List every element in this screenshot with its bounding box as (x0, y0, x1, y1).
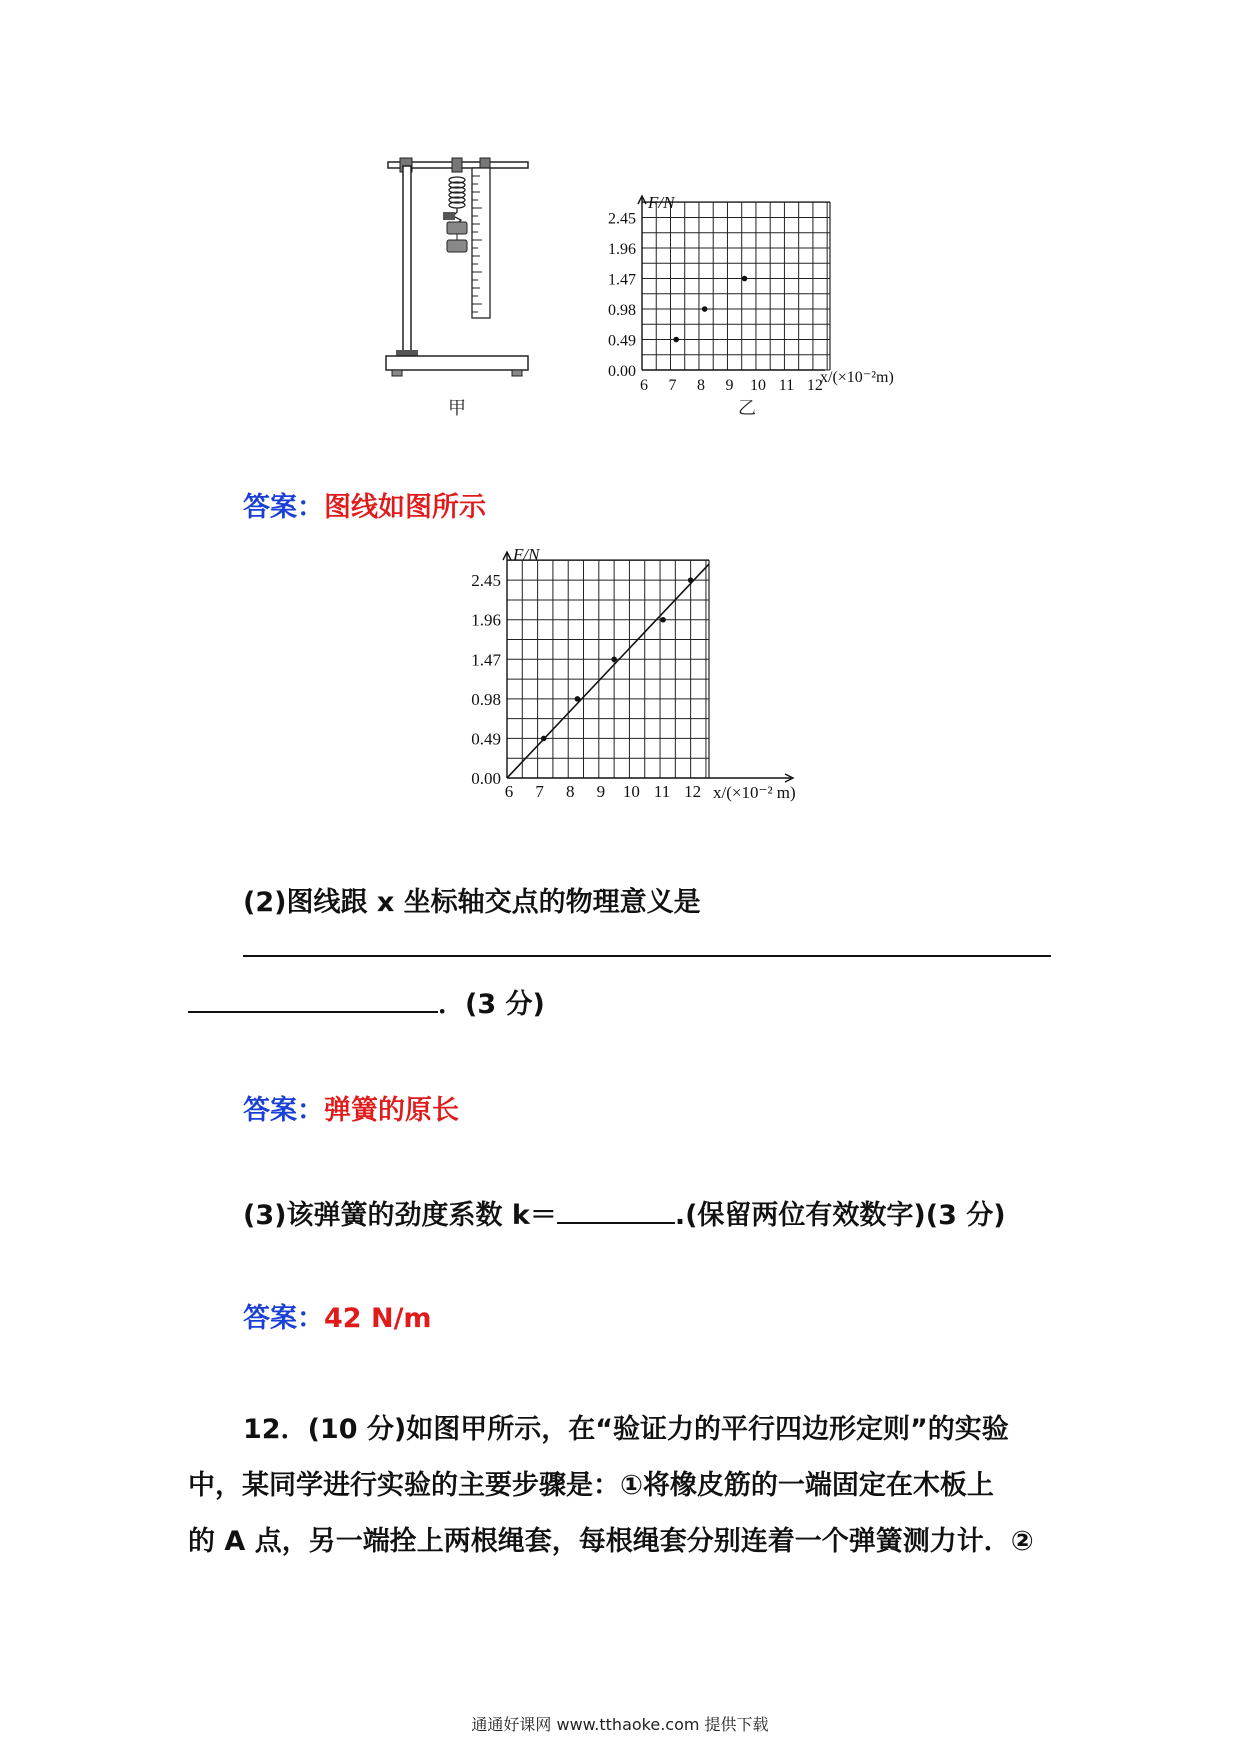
answer-3 (243, 1296, 432, 1335)
question-12 (188, 1402, 1058, 1570)
question-2: (2)图线跟 x 坐标轴交点的物理意义是 (243, 887, 701, 918)
graph-yi (590, 190, 930, 400)
y-tick-label: 1.47 (471, 650, 501, 670)
question-3 (243, 1193, 1006, 1232)
y-tick-label: 0.98 (608, 302, 636, 320)
x-tick-label: 12 (806, 377, 823, 394)
question-3-prefix: (3)该弹簧的劲度系数 k＝ (243, 1200, 557, 1231)
x-tick-label: 7 (668, 377, 677, 394)
answer-label: 答案： (243, 492, 324, 523)
data-point (688, 577, 694, 583)
answer-blank (557, 1200, 675, 1224)
y-tick-label: 0.49 (608, 332, 636, 350)
question-12-line-1: 12．(10 分)如图甲所示，在“验证力的平行四边形定则”的实验 (243, 1414, 1009, 1445)
question-2-tail (188, 982, 545, 1021)
data-point (660, 617, 666, 623)
answer-1 (243, 485, 486, 524)
x-tick-label: 6 (640, 377, 648, 394)
question-12-line-2: 中，某同学进行实验的主要步骤是：①将橡皮筋的一端固定在木板上 (188, 1470, 994, 1501)
y-tick-label: 0.00 (471, 769, 501, 788)
x-tick-label: 11 (778, 377, 795, 394)
answer-value: 弹簧的原长 (324, 1095, 459, 1126)
x-tick-label: 8 (565, 782, 575, 801)
x-tick-label: 9 (725, 377, 734, 394)
data-point (742, 276, 748, 282)
y-tick-label: 2.45 (471, 571, 501, 591)
x-tick-label: 9 (596, 782, 606, 801)
x-tick-label: 7 (535, 782, 544, 801)
graph-caption: 乙 (738, 398, 756, 419)
answer-blank-line (243, 955, 1051, 957)
x-tick-label: 6 (504, 782, 514, 801)
data-point (702, 306, 708, 312)
apparatus-caption: 甲 (448, 398, 466, 419)
x-axis-label: x/(×10⁻² m) (713, 783, 796, 802)
spring-apparatus-diagram (380, 150, 540, 390)
answer-blank (188, 989, 438, 1013)
x-tick-label: 10 (749, 377, 766, 394)
answer-2 (243, 1088, 459, 1127)
x-tick-label: 12 (684, 782, 702, 801)
y-axis-label: F/N (513, 545, 540, 564)
x-tick-label: 8 (696, 377, 705, 394)
y-tick-label: 0.98 (471, 689, 501, 709)
graph-answer (455, 540, 845, 810)
answer-value: 图线如图所示 (324, 492, 486, 523)
data-point (611, 657, 617, 663)
answer-value: 42 N/m (324, 1303, 432, 1334)
data-point (673, 337, 679, 343)
x-tick-label: 10 (622, 782, 640, 801)
question-3-suffix: .(保留两位有效数字)(3 分) (674, 1200, 1006, 1231)
question-2-score: ．(3 分) (438, 989, 545, 1020)
x-axis-label: x/(×10⁻²m) (820, 369, 894, 386)
data-point (541, 736, 547, 742)
y-tick-label: 0.00 (608, 363, 636, 380)
footer-credit: 通通好课网 www.tthaoke.com 提供下载 (471, 1715, 769, 1734)
answer-label: 答案： (243, 1303, 324, 1334)
answer-label: 答案： (243, 1095, 324, 1126)
question-12-line-3: 的 A 点，另一端拴上两根绳套，每根绳套分别连着一个弹簧测力计．② (188, 1526, 1034, 1557)
y-tick-label: 1.47 (608, 271, 636, 289)
y-tick-label: 0.49 (471, 729, 501, 749)
y-tick-label: 2.45 (608, 210, 636, 228)
y-tick-label: 1.96 (608, 241, 636, 259)
x-tick-label: 11 (653, 782, 671, 801)
y-axis-label: F/N (648, 193, 675, 212)
data-point (575, 696, 581, 702)
y-tick-label: 1.96 (471, 610, 501, 630)
